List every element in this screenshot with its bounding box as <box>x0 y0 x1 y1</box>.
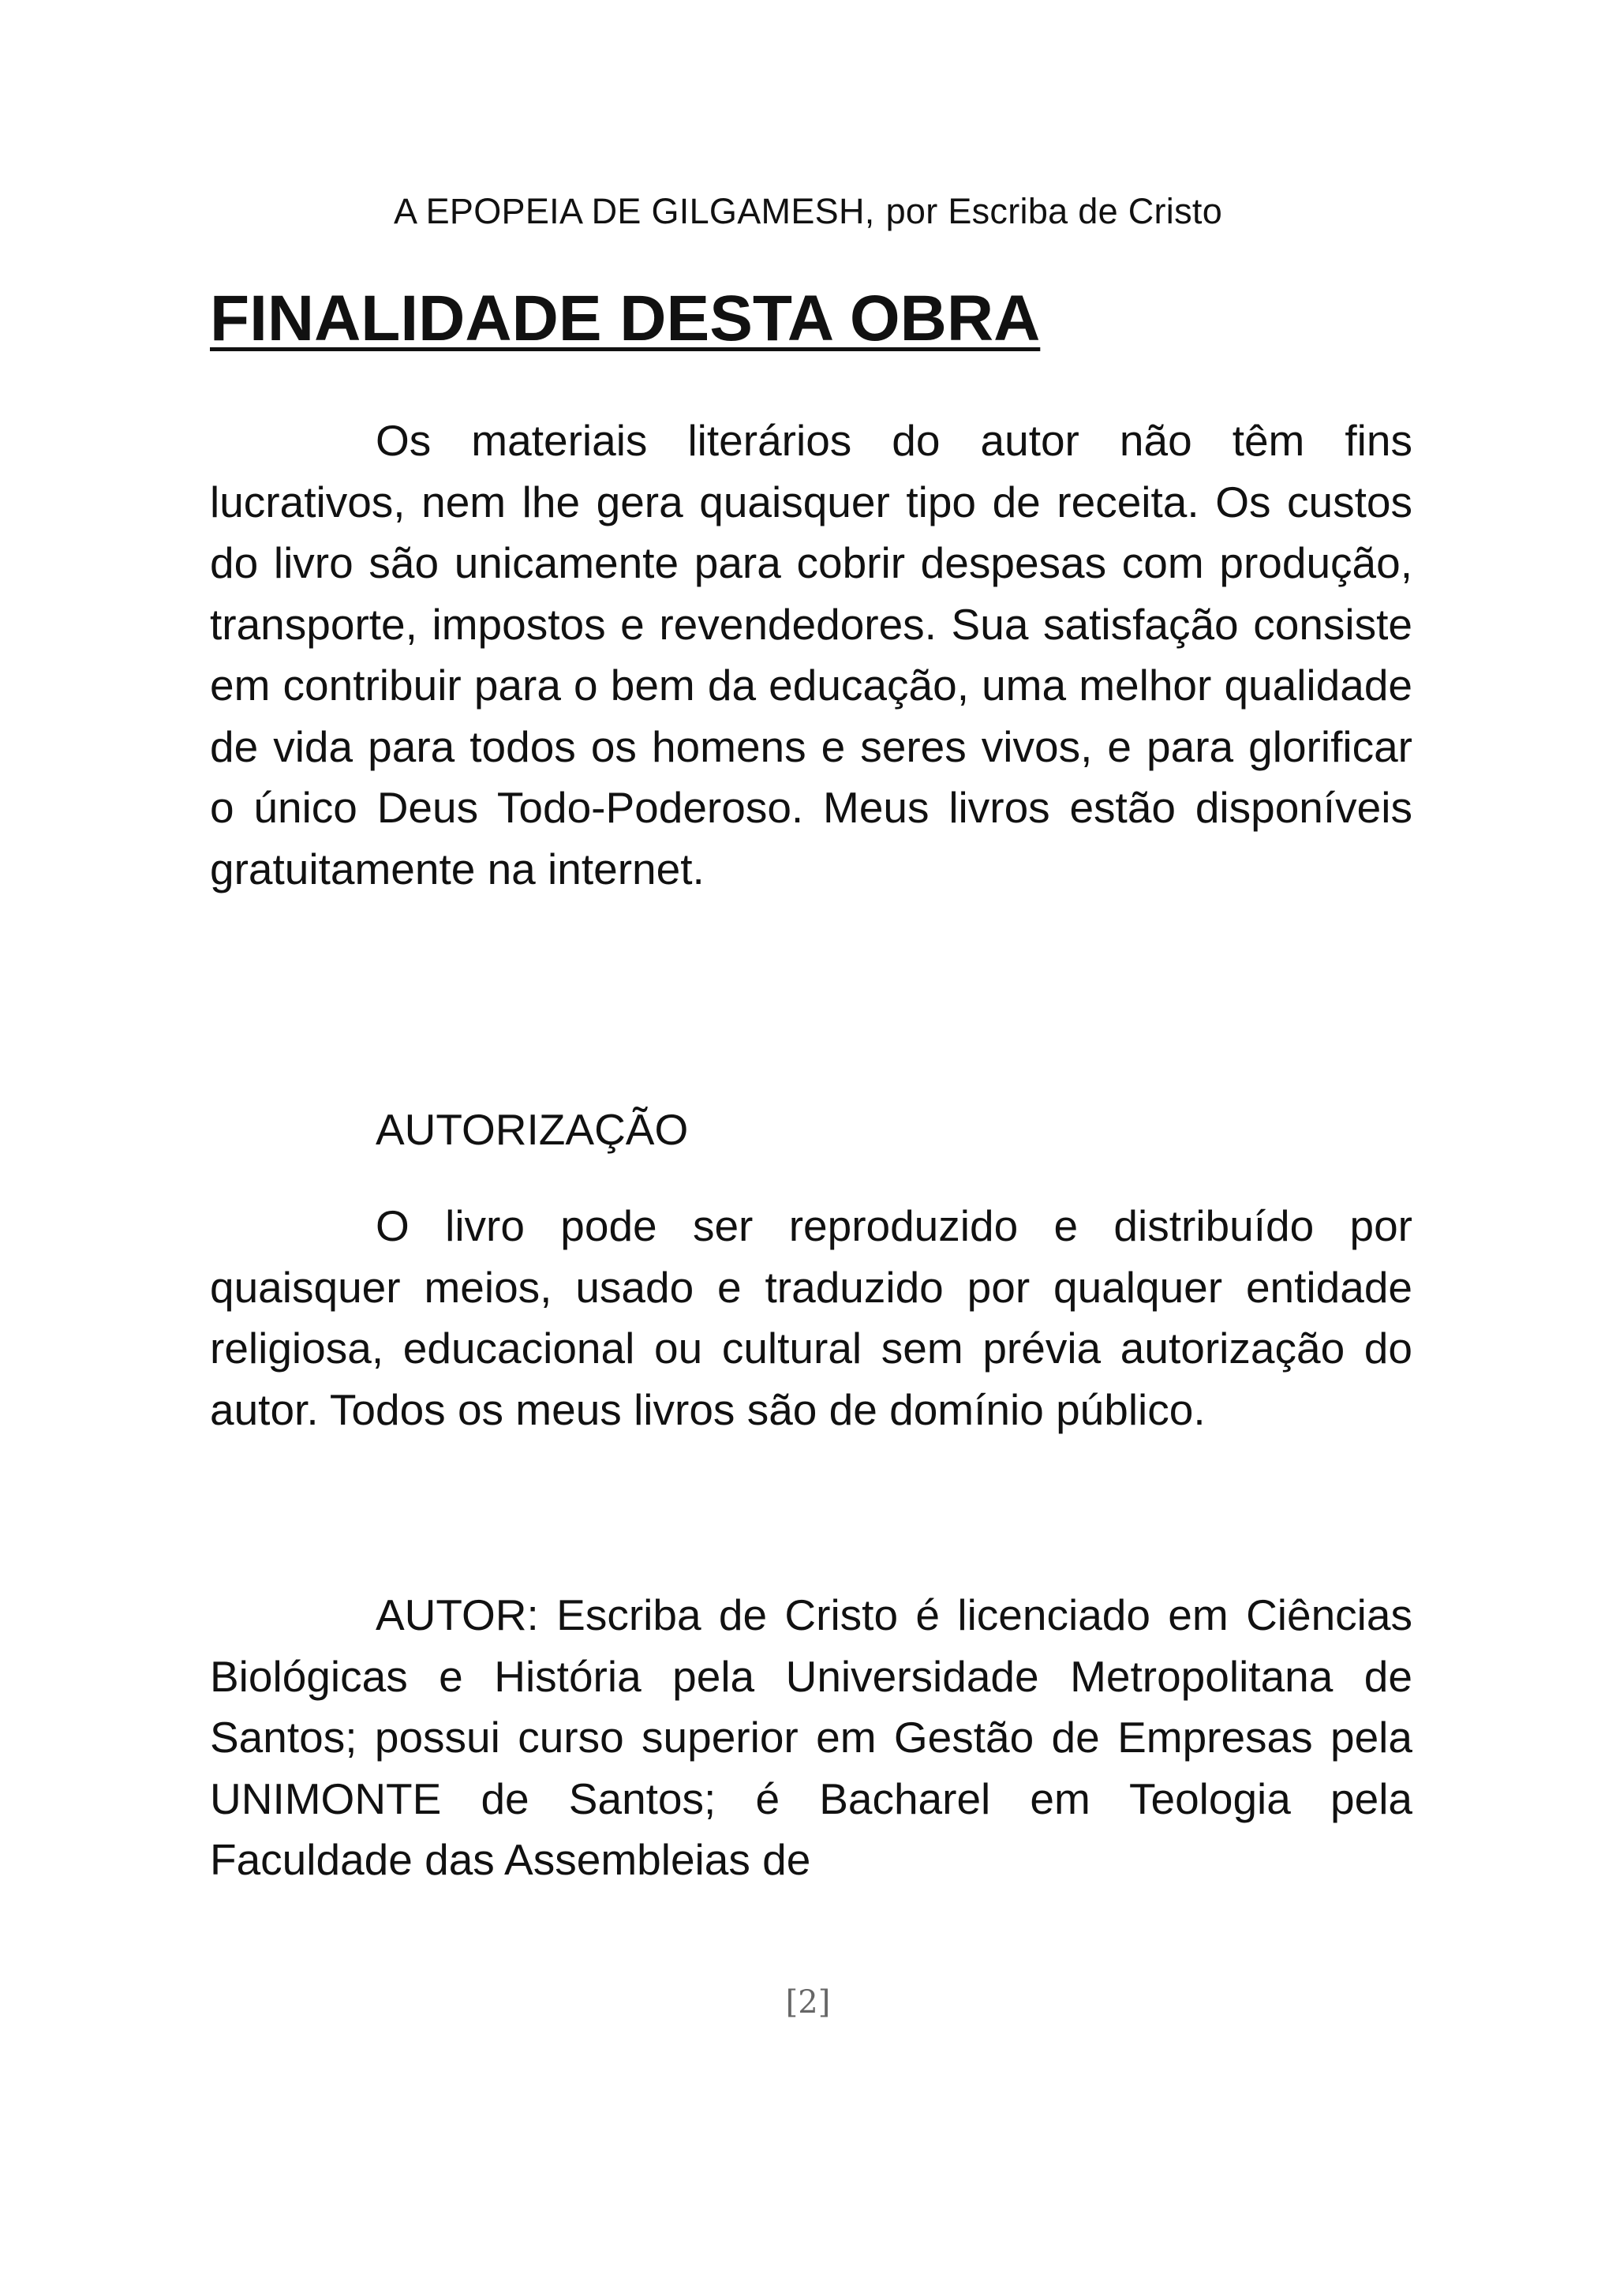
running-header <box>0 188 1616 235</box>
purpose-paragraph: Os materiais literários do autor não têm fins lucrativos, nem lhe gera quaisquer tipo de receita. Os custos do livro são unicamente para cobrir despesas com produção, transporte, impostos e revendedores. Sua satisfação consiste em contribuir para o bem da educação, uma melhor qualidade de vida para todos os homens e seres vivos, e para glorificar o único Deus Todo-Poderoso. Meus livros estão disponíveis gratuitamente na internet. <box>210 416 1412 893</box>
authorization-heading: AUTORIZAÇÃO <box>376 1105 689 1154</box>
page-title: FINALIDADE DESTA OBRA <box>210 283 1041 354</box>
author-paragraph: AUTOR: Escriba de Cristo é licenciado em Ciências Biológicas e História pela Universidade Metropolitana de Santos; possui curso superior em Gestão de Empresas pela UNIMONTE de Santos; é Bacharel em Teologia pela Faculdade das Assembleias de <box>210 1590 1412 1884</box>
header-byline: por Escriba de Cristo <box>885 191 1223 231</box>
header-work-title: A EPOPEIA DE GILGAMESH, <box>393 191 875 231</box>
authorization-paragraph: O livro pode ser reproduzido e distribuído por quaisquer meios, usado e traduzido por qualquer entidade religiosa, educacional ou cultural sem prévia autorização do autor. Todos os meus livros são de domínio público. <box>210 1201 1412 1434</box>
page-number: [2] <box>785 1984 831 2021</box>
